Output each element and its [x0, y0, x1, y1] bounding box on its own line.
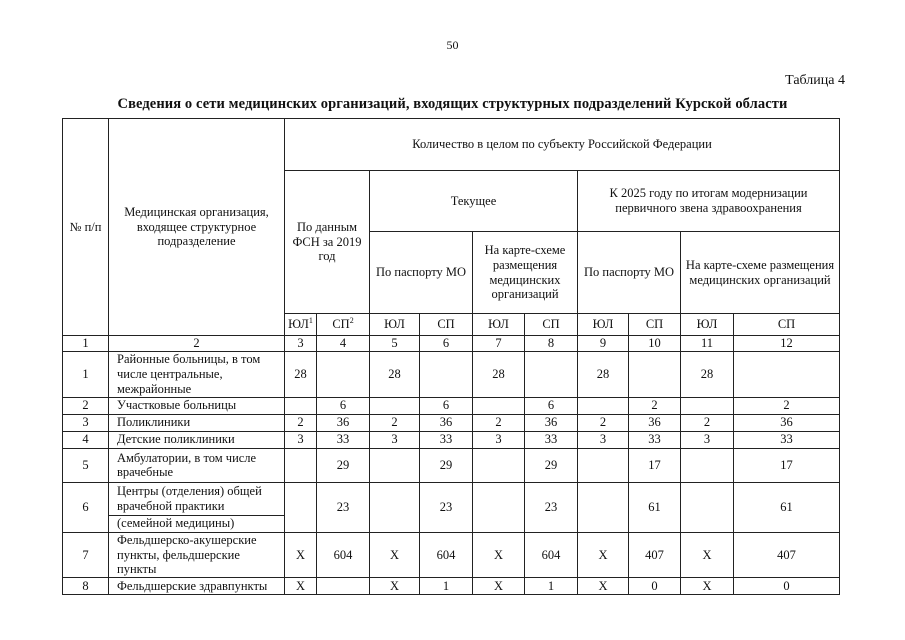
cell-value — [285, 397, 317, 414]
column-number: 4 — [317, 336, 370, 352]
cell-value: 33 — [734, 431, 840, 448]
header-num: № п/п — [63, 119, 109, 336]
cell-value: 1 — [525, 578, 578, 595]
cell-value: 604 — [317, 532, 370, 577]
header-map-2025: На карте-схеме размещения медицинских организаций — [681, 232, 840, 314]
document-title: Сведения о сети медицинских организаций, входящих структурных подразделений Курской области — [117, 96, 788, 112]
cell-value: 36 — [629, 414, 681, 431]
organizations-table — [62, 118, 840, 595]
cell-value: X — [285, 578, 317, 595]
cell-value: 3 — [681, 431, 734, 448]
cell-value — [370, 482, 420, 532]
cell-value: 2 — [473, 414, 525, 431]
table-row — [63, 351, 840, 397]
cell-value: 36 — [420, 414, 473, 431]
table-row — [63, 414, 840, 431]
subheader-yul: ЮЛ — [473, 314, 525, 336]
cell-value: X — [370, 532, 420, 577]
cell-value: 23 — [525, 482, 578, 532]
cell-value: 29 — [420, 448, 473, 482]
header-fsn: По данным ФСН за 2019 год — [285, 171, 370, 314]
cell-value: 28 — [681, 351, 734, 397]
subheader-yul: ЮЛ — [681, 314, 734, 336]
cell-value: 6 — [317, 397, 370, 414]
cell-value — [629, 351, 681, 397]
cell-value: 6 — [525, 397, 578, 414]
subheader-yul: ЮЛ — [370, 314, 420, 336]
cell-value — [473, 448, 525, 482]
column-number: 1 — [63, 336, 109, 352]
page-number: 50 — [446, 38, 459, 52]
cell-value — [370, 397, 420, 414]
row-number: 5 — [63, 448, 109, 482]
column-number: 3 — [285, 336, 317, 352]
table-row — [63, 397, 840, 414]
cell-value: 3 — [370, 431, 420, 448]
cell-value — [681, 448, 734, 482]
cell-value: 17 — [734, 448, 840, 482]
cell-value: 2 — [370, 414, 420, 431]
column-number: 9 — [578, 336, 629, 352]
table-row — [63, 578, 840, 595]
cell-value: 33 — [629, 431, 681, 448]
row-name: Районные больницы, в том числе центральные, межрайонные — [109, 351, 285, 397]
subheader-sp: $СП^2$ — [317, 314, 370, 336]
column-number: 7 — [473, 336, 525, 352]
cell-value — [317, 351, 370, 397]
cell-value: 2 — [629, 397, 681, 414]
cell-value: 28 — [578, 351, 629, 397]
column-number: 2 — [109, 336, 285, 352]
cell-value: 61 — [734, 482, 840, 532]
cell-value — [681, 482, 734, 532]
subheader-yul: $ЮЛ^1$ — [285, 314, 317, 336]
row-number: 8 — [63, 578, 109, 595]
cell-value: X — [578, 578, 629, 595]
row-name-extra: (семейной медицины) — [109, 515, 285, 532]
row-name: Центры (отделения) общей врачебной практики — [109, 482, 285, 515]
cell-value: X — [681, 532, 734, 577]
row-number: 6 — [63, 482, 109, 532]
cell-value: X — [473, 578, 525, 595]
subheader-sp: СП — [420, 314, 473, 336]
cell-value: 28 — [370, 351, 420, 397]
cell-value — [578, 448, 629, 482]
row-number: 7 — [63, 532, 109, 577]
subheader-sp: СП — [629, 314, 681, 336]
column-number: 11 — [681, 336, 734, 352]
cell-value: 29 — [525, 448, 578, 482]
cell-value: 3 — [578, 431, 629, 448]
cell-value: 3 — [285, 431, 317, 448]
header-map-current: На карте-схеме размещения медицинских организаций — [473, 232, 578, 314]
table-row — [63, 482, 840, 515]
header-current: Текущее — [370, 171, 578, 232]
row-number: 2 — [63, 397, 109, 414]
cell-value — [370, 448, 420, 482]
cell-value: 2 — [734, 397, 840, 414]
subheader-sp: СП — [734, 314, 840, 336]
row-number: 3 — [63, 414, 109, 431]
header-org: Медицинская организация, входящее структурное подразделение — [109, 119, 285, 336]
table-row — [63, 532, 840, 577]
header-overall: Количество в целом по субъекту Российской Федерации — [285, 119, 840, 171]
cell-value: 61 — [629, 482, 681, 532]
table-label: Таблица 4 — [785, 73, 845, 88]
cell-value: X — [681, 578, 734, 595]
column-number: 8 — [525, 336, 578, 352]
cell-value — [317, 578, 370, 595]
row-number: 4 — [63, 431, 109, 448]
column-number: 10 — [629, 336, 681, 352]
cell-value — [473, 482, 525, 532]
cell-value: 17 — [629, 448, 681, 482]
cell-value: 407 — [734, 532, 840, 577]
row-name: Поликлиники — [109, 414, 285, 431]
cell-value — [420, 351, 473, 397]
cell-value: X — [578, 532, 629, 577]
cell-value: 0 — [734, 578, 840, 595]
cell-value — [578, 397, 629, 414]
row-name: Участковые больницы — [109, 397, 285, 414]
header-2025: К 2025 году по итогам модернизации первичного звена здравоохранения — [578, 171, 840, 232]
cell-value — [525, 351, 578, 397]
row-name: Фельдшерско-акушерские пункты, фельдшерские пункты — [109, 532, 285, 577]
cell-value — [473, 397, 525, 414]
cell-value: 1 — [420, 578, 473, 595]
column-number: 12 — [734, 336, 840, 352]
table-row — [63, 431, 840, 448]
table-row — [63, 448, 840, 482]
subheader-sp: СП — [525, 314, 578, 336]
cell-value: 604 — [420, 532, 473, 577]
cell-value: 2 — [285, 414, 317, 431]
cell-value — [734, 351, 840, 397]
cell-value: X — [473, 532, 525, 577]
cell-value: 33 — [317, 431, 370, 448]
cell-value — [681, 397, 734, 414]
cell-value: 36 — [525, 414, 578, 431]
subheader-yul: ЮЛ — [578, 314, 629, 336]
cell-value: 29 — [317, 448, 370, 482]
cell-value: 23 — [317, 482, 370, 532]
column-number: 6 — [420, 336, 473, 352]
cell-value: X — [285, 532, 317, 577]
cell-value: 604 — [525, 532, 578, 577]
row-number: 1 — [63, 351, 109, 397]
cell-value: 23 — [420, 482, 473, 532]
cell-value — [285, 482, 317, 532]
cell-value: 0 — [629, 578, 681, 595]
cell-value: 6 — [420, 397, 473, 414]
cell-value — [578, 482, 629, 532]
row-name: Амбулатории, в том числе врачебные — [109, 448, 285, 482]
cell-value: 2 — [681, 414, 734, 431]
cell-value: 407 — [629, 532, 681, 577]
cell-value: 33 — [525, 431, 578, 448]
cell-value — [285, 448, 317, 482]
cell-value: 2 — [578, 414, 629, 431]
row-name: Фельдшерские здравпункты — [109, 578, 285, 595]
cell-value: 28 — [285, 351, 317, 397]
cell-value: 36 — [734, 414, 840, 431]
header-passport-2025: По паспорту МО — [578, 232, 681, 314]
header-passport: По паспорту МО — [370, 232, 473, 314]
cell-value: 3 — [473, 431, 525, 448]
cell-value: 33 — [420, 431, 473, 448]
cell-value: X — [370, 578, 420, 595]
row-name: Детские поликлиники — [109, 431, 285, 448]
column-number: 5 — [370, 336, 420, 352]
cell-value: 28 — [473, 351, 525, 397]
cell-value: 36 — [317, 414, 370, 431]
